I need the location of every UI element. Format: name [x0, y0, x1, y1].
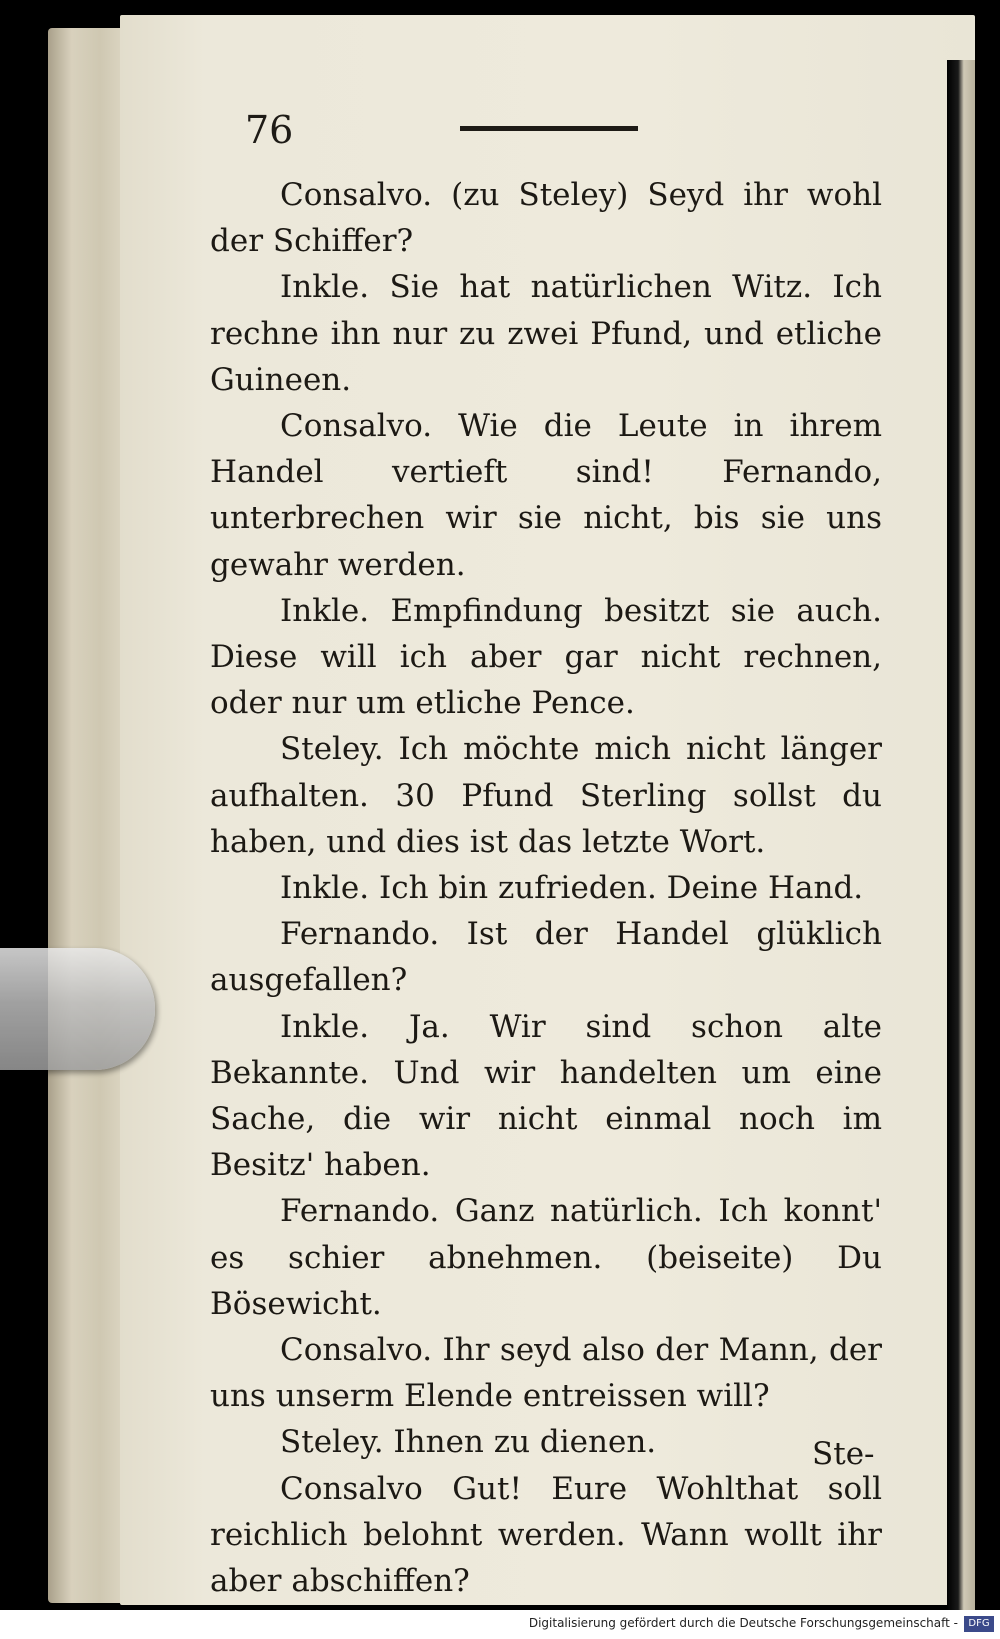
footer-bar — [0, 1610, 1000, 1639]
catchword: Ste- — [812, 1436, 875, 1472]
paragraph: Steley. Ich möchte mich nicht länger aufhalten. 30 Pfund Sterling sollst du haben, und dies ist das letzte Wort. — [210, 731, 882, 860]
paragraph: Consalvo Gut! Eure Wohlthat soll reichlich belohnt werden. Wann wollt ihr aber abschiffen? — [210, 1470, 882, 1600]
dfg-logo: DFG — [964, 1616, 994, 1632]
book-gutter — [947, 60, 975, 1625]
paragraph: Consalvo. Wie die Leute in ihrem Handel vertieft sind! Fernando, unterbrechen wir sie nicht, bis sie uns gewahr werden. — [210, 408, 882, 583]
paragraph: Inkle. Empfindung besitzt sie auch. Diese will ich aber gar nicht rechnen, oder nur um etliche Pence. — [210, 592, 882, 722]
paragraph: Consalvo. Ihr seyd also der Mann, der uns unserm Elende entreissen will? — [210, 1332, 882, 1415]
paragraph: Steley. Ihnen zu dienen. — [280, 1424, 657, 1461]
page-text — [210, 172, 882, 1604]
page-number: 76 — [245, 108, 294, 152]
paragraph: Fernando. Ist der Handel glüklich ausgefallen? — [210, 916, 882, 999]
footer-credit: Digitalisierung gefördert durch die Deutsche Forschungsgemeinschaft - — [528, 1616, 958, 1630]
page-clip — [0, 948, 155, 1070]
paragraph: Inkle. Ja. Wir sind schon alte Bekannte. Und wir handelten um eine Sache, die wir nicht einmal noch im Besitz' haben. — [210, 1008, 882, 1184]
header-rule — [460, 126, 638, 131]
paragraph: Inkle. Sie hat natürlichen Witz. Ich rechne ihn nur zu zwei Pfund, und etliche Guineen. — [210, 269, 882, 398]
paragraph: Consalvo. (zu Steley) Seyd ihr wohl der Schiffer? — [210, 177, 882, 260]
paragraph: Fernando. Ganz natürlich. Ich konnt' es schier abnehmen. (beiseite) Du Bösewicht. — [210, 1193, 882, 1322]
paragraph: Inkle. Ich bin zufrieden. Deine Hand. — [280, 870, 864, 907]
